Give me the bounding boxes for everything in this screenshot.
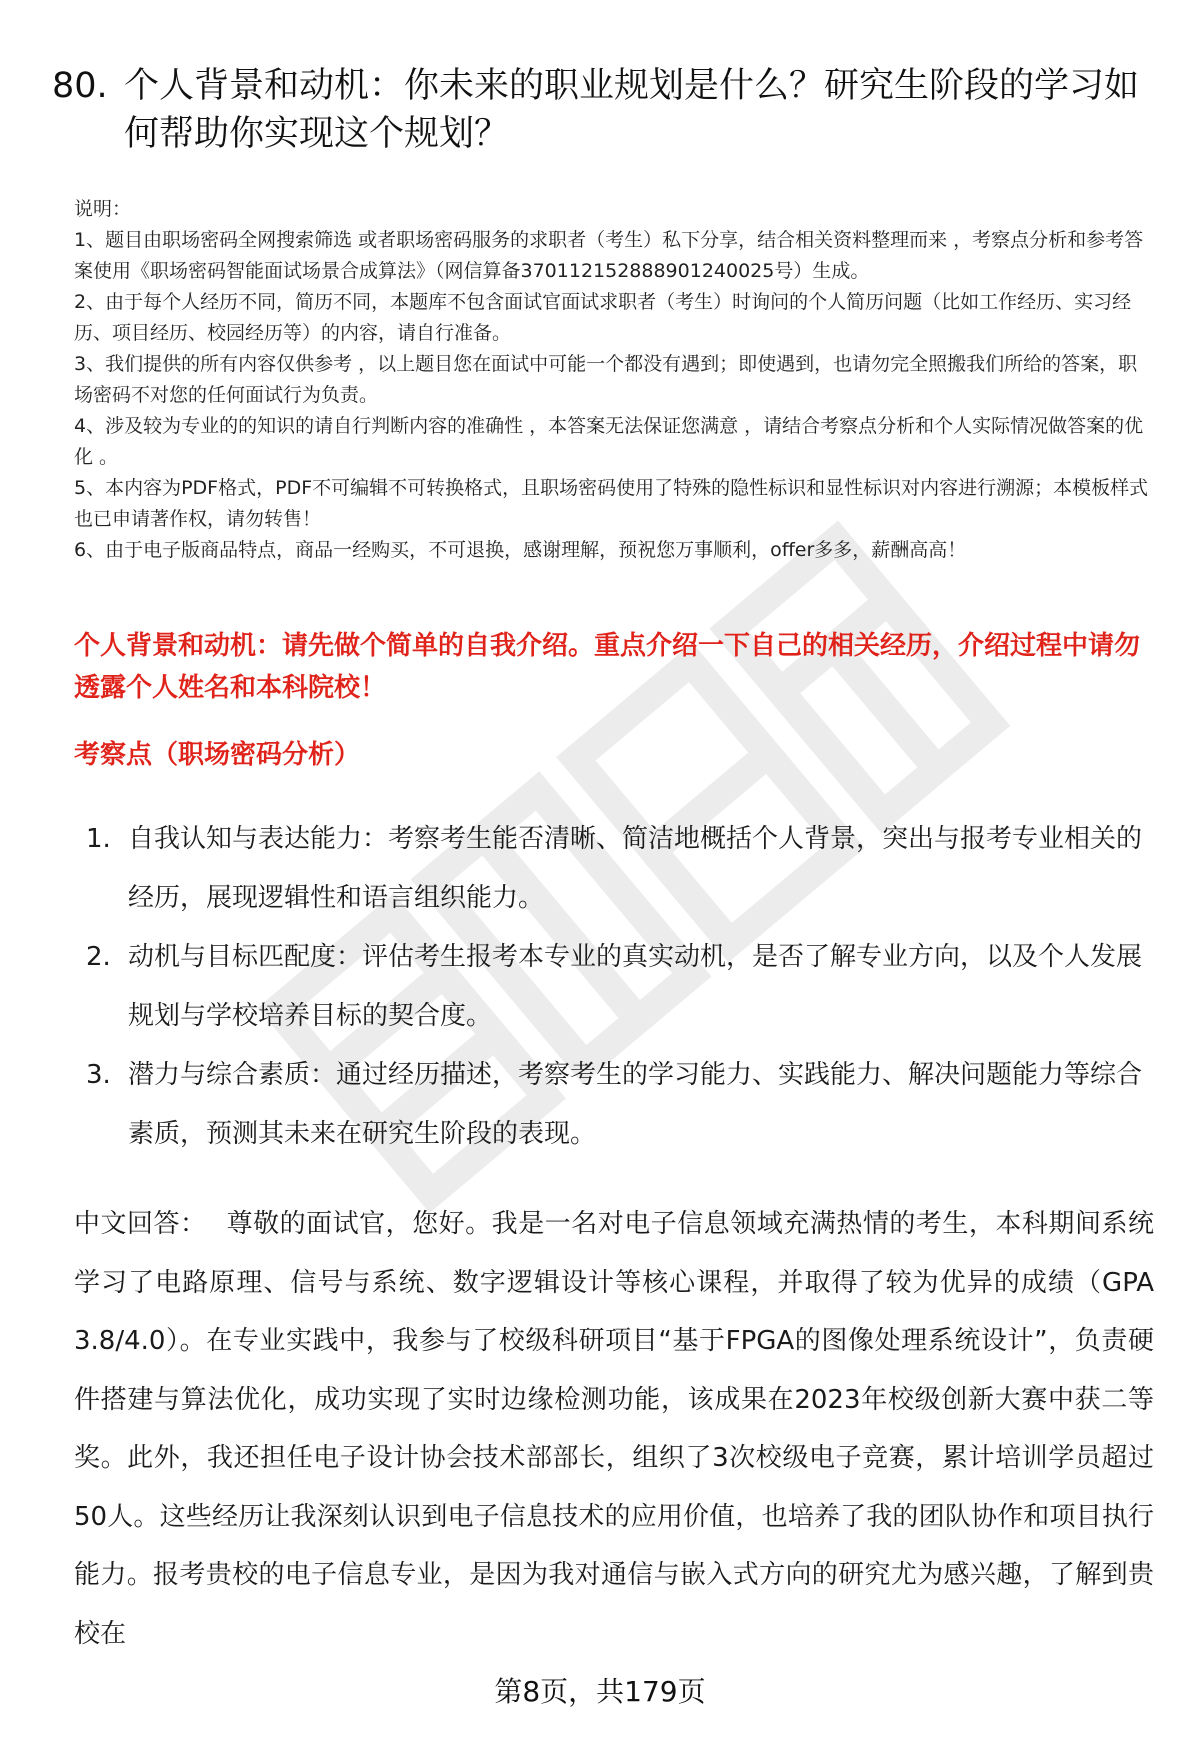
question-title xyxy=(52,62,1142,158)
point-text: 动机与目标匹配度：评估考生报考本专业的真实动机，是否了解专业方向，以及个人发展规划与学校培养目标的契合度。 xyxy=(128,942,1143,1031)
notes-heading: 说明： xyxy=(74,198,132,220)
question-text: 个人背景和动机：你未来的职业规划是什么？研究生阶段的学习如何帮助你实现这个规划？ xyxy=(124,66,1140,154)
analysis-points xyxy=(74,810,1154,1164)
analysis-point xyxy=(74,810,1154,928)
page-footer: 第8页，共179页 xyxy=(494,1675,706,1708)
note-item-6: 6、由于电子版商品特点，商品一经购买，不可退换，感谢理解，预祝您万事顺利，offer多多，薪酬高高！ xyxy=(74,539,967,561)
point-number: 2. xyxy=(86,942,111,972)
point-text: 自我认知与表达能力：考察考生能否清晰、简洁地概括个人背景，突出与报考专业相关的经历，展现逻辑性和语言组织能力。 xyxy=(128,824,1143,913)
interview-question: 个人背景和动机：请先做个简单的自我介绍。重点介绍一下自己的相关经历，介绍过程中请勿透露个人姓名和本科院校！ xyxy=(74,631,1141,703)
point-text: 潜力与综合素质：通过经历描述，考察考生的学习能力、实践能力、解决问题能力等综合素质，预测其未来在研究生阶段的表现。 xyxy=(128,1060,1143,1149)
note-item-5: 5、本内容为PDF格式，PDF不可编辑不可转换格式，且职场密码使用了特殊的隐性标识和显性标识对内容进行溯源；本模板样式也已申请著作权，请勿转售！ xyxy=(74,477,1149,530)
analysis-point xyxy=(74,1046,1154,1164)
analysis-heading: 考察点（职场密码分析） xyxy=(74,740,361,770)
answer-label: 中文回答： xyxy=(74,1209,207,1239)
question-number: 80. xyxy=(52,66,108,106)
note-item-2: 2、由于每个人经历不同，简历不同，本题库不包含面试官面试求职者（考生）时询问的个人简历问题（比如工作经历、实习经历、项目经历、校园经历等）的内容，请自行准备。 xyxy=(74,291,1132,344)
answer-block xyxy=(74,1195,1154,1663)
note-item-1: 1、题目由职场密码全网搜索筛选 或者职场密码服务的求职者（考生）私下分享，结合相关资料整理而来 ，考察点分析和参考答案使用《职场密码智能面试场景合成算法》（网信算备370112152888901240025号）生成。 xyxy=(74,229,1144,282)
note-item-3: 3、我们提供的所有内容仅供参考 ，以上题目您在面试中可能一个都没有遇到；即使遇到，也请勿完全照搬我们所给的答案，职场密码不对您的任何面试行为负责。 xyxy=(74,353,1138,406)
disclaimer-notes xyxy=(74,194,1154,566)
answer-text: 尊敬的面试官，您好。我是一名对电子信息领域充满热情的考生，本科期间系统学习了电路原理、信号与系统、数字逻辑设计等核心课程，并取得了较为优异的成绩（GPA 3.8/4.0）。在专业实践中，我参与了校级科研项目“基于FPGA的图像处理系统设计”，负责硬件搭建与算法优化，成功实现了实时边缘检测功能，该成果在2023年校级创新大赛中获二等奖。此外，我还担任电子设计协会技术部部长，组织了3次校级电子竞赛，累计培训学员超过50人。这些经历让我深刻认识到电子信息技术的应用价值，也培养了我的团队协作和项目执行能力。报考贵校的电子信息专业，是因为我对通信与嵌入式方向的研究尤为感兴趣，了解到贵校在 xyxy=(74,1209,1154,1649)
point-number: 1. xyxy=(86,824,111,854)
analysis-point xyxy=(74,928,1154,1046)
note-item-4: 4、涉及较为专业的的知识的请自行判断内容的准确性 ，本答案无法保证您满意 ，请结合考察点分析和个人实际情况做答案的优化 。 xyxy=(74,415,1144,468)
point-number: 3. xyxy=(86,1060,111,1090)
